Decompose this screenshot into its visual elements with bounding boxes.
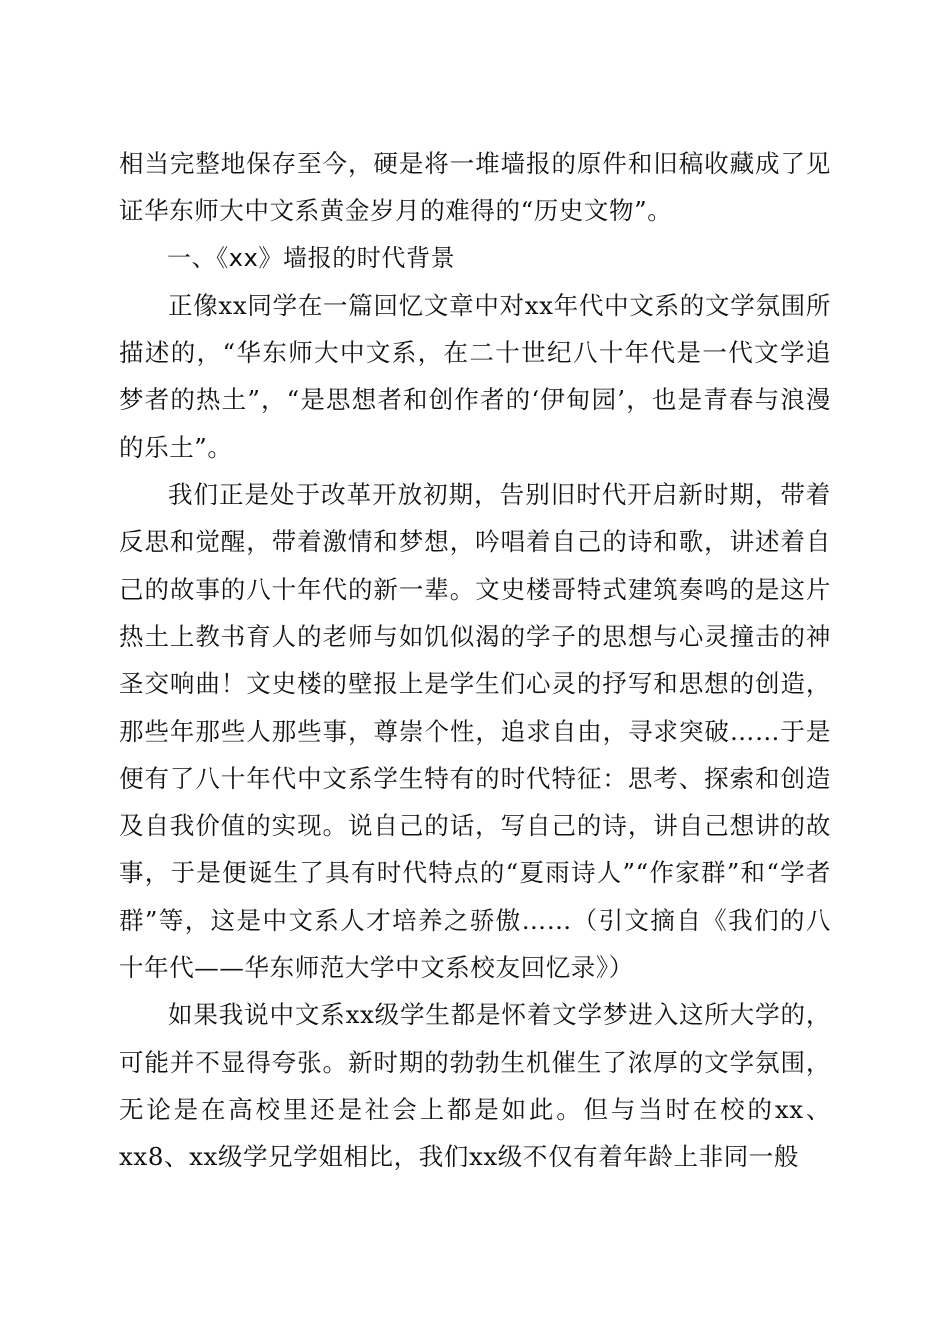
document-body bbox=[119, 140, 831, 1181]
body-paragraph: 如果我说中文系xx级学生都是怀着文学梦进入这所大学的，可能并不显得夸张。新时期的勃勃生机催生了浓厚的文学氛围，无论是在高校里还是社会上都是如此。但与当时在校的xx、xx8、xx级学兄学姐相比，我们xx级不仅有着年龄上非同一般 bbox=[119, 1000, 831, 1172]
section-heading: 一、《xx》墙报的时代背景 bbox=[167, 243, 456, 272]
body-paragraph: 正像xx同学在一篇回忆文章中对xx年代中文系的文学氛围所描述的，“华东师大中文系，在二十世纪八十年代是一代文学追梦者的热土”，“是思想者和创作者的‘伊甸园’，也是青春与浪漫的乐土”。 bbox=[119, 290, 831, 462]
continuation-paragraph: 相当完整地保存至今，硬是将一堆墙报的原件和旧稿收藏成了见证华东师大中文系黄金岁月的难得的“历史文物”。 bbox=[119, 149, 831, 226]
body-paragraph: 我们正是处于改革开放初期，告别旧时代开启新时期，带着反思和觉醒，带着激情和梦想，吟唱着自己的诗和歌，讲述着自己的故事的八十年代的新一辈。文史楼哥特式建筑奏鸣的是这片热土上教书育人的老师与如饥似渴的学子的思想与心灵撞击的神圣交响曲！文史楼的壁报上是学生们心灵的抒写和思想的创造，那些年那些人那些事，尊崇个性，追求自由，寻求突破……于是便有了八十年代中文系学生特有的时代特征：思考、探索和创造及自我价值的实现。说自己的话，写自己的诗，讲自己想讲的故事，于是便诞生了具有时代特点的“夏雨诗人”“作家群”和“学者群”等，这是中文系人才培养之骄傲……（引文摘自《我们的八十年代——华东师范大学中文系校友回忆录》） bbox=[119, 480, 831, 983]
